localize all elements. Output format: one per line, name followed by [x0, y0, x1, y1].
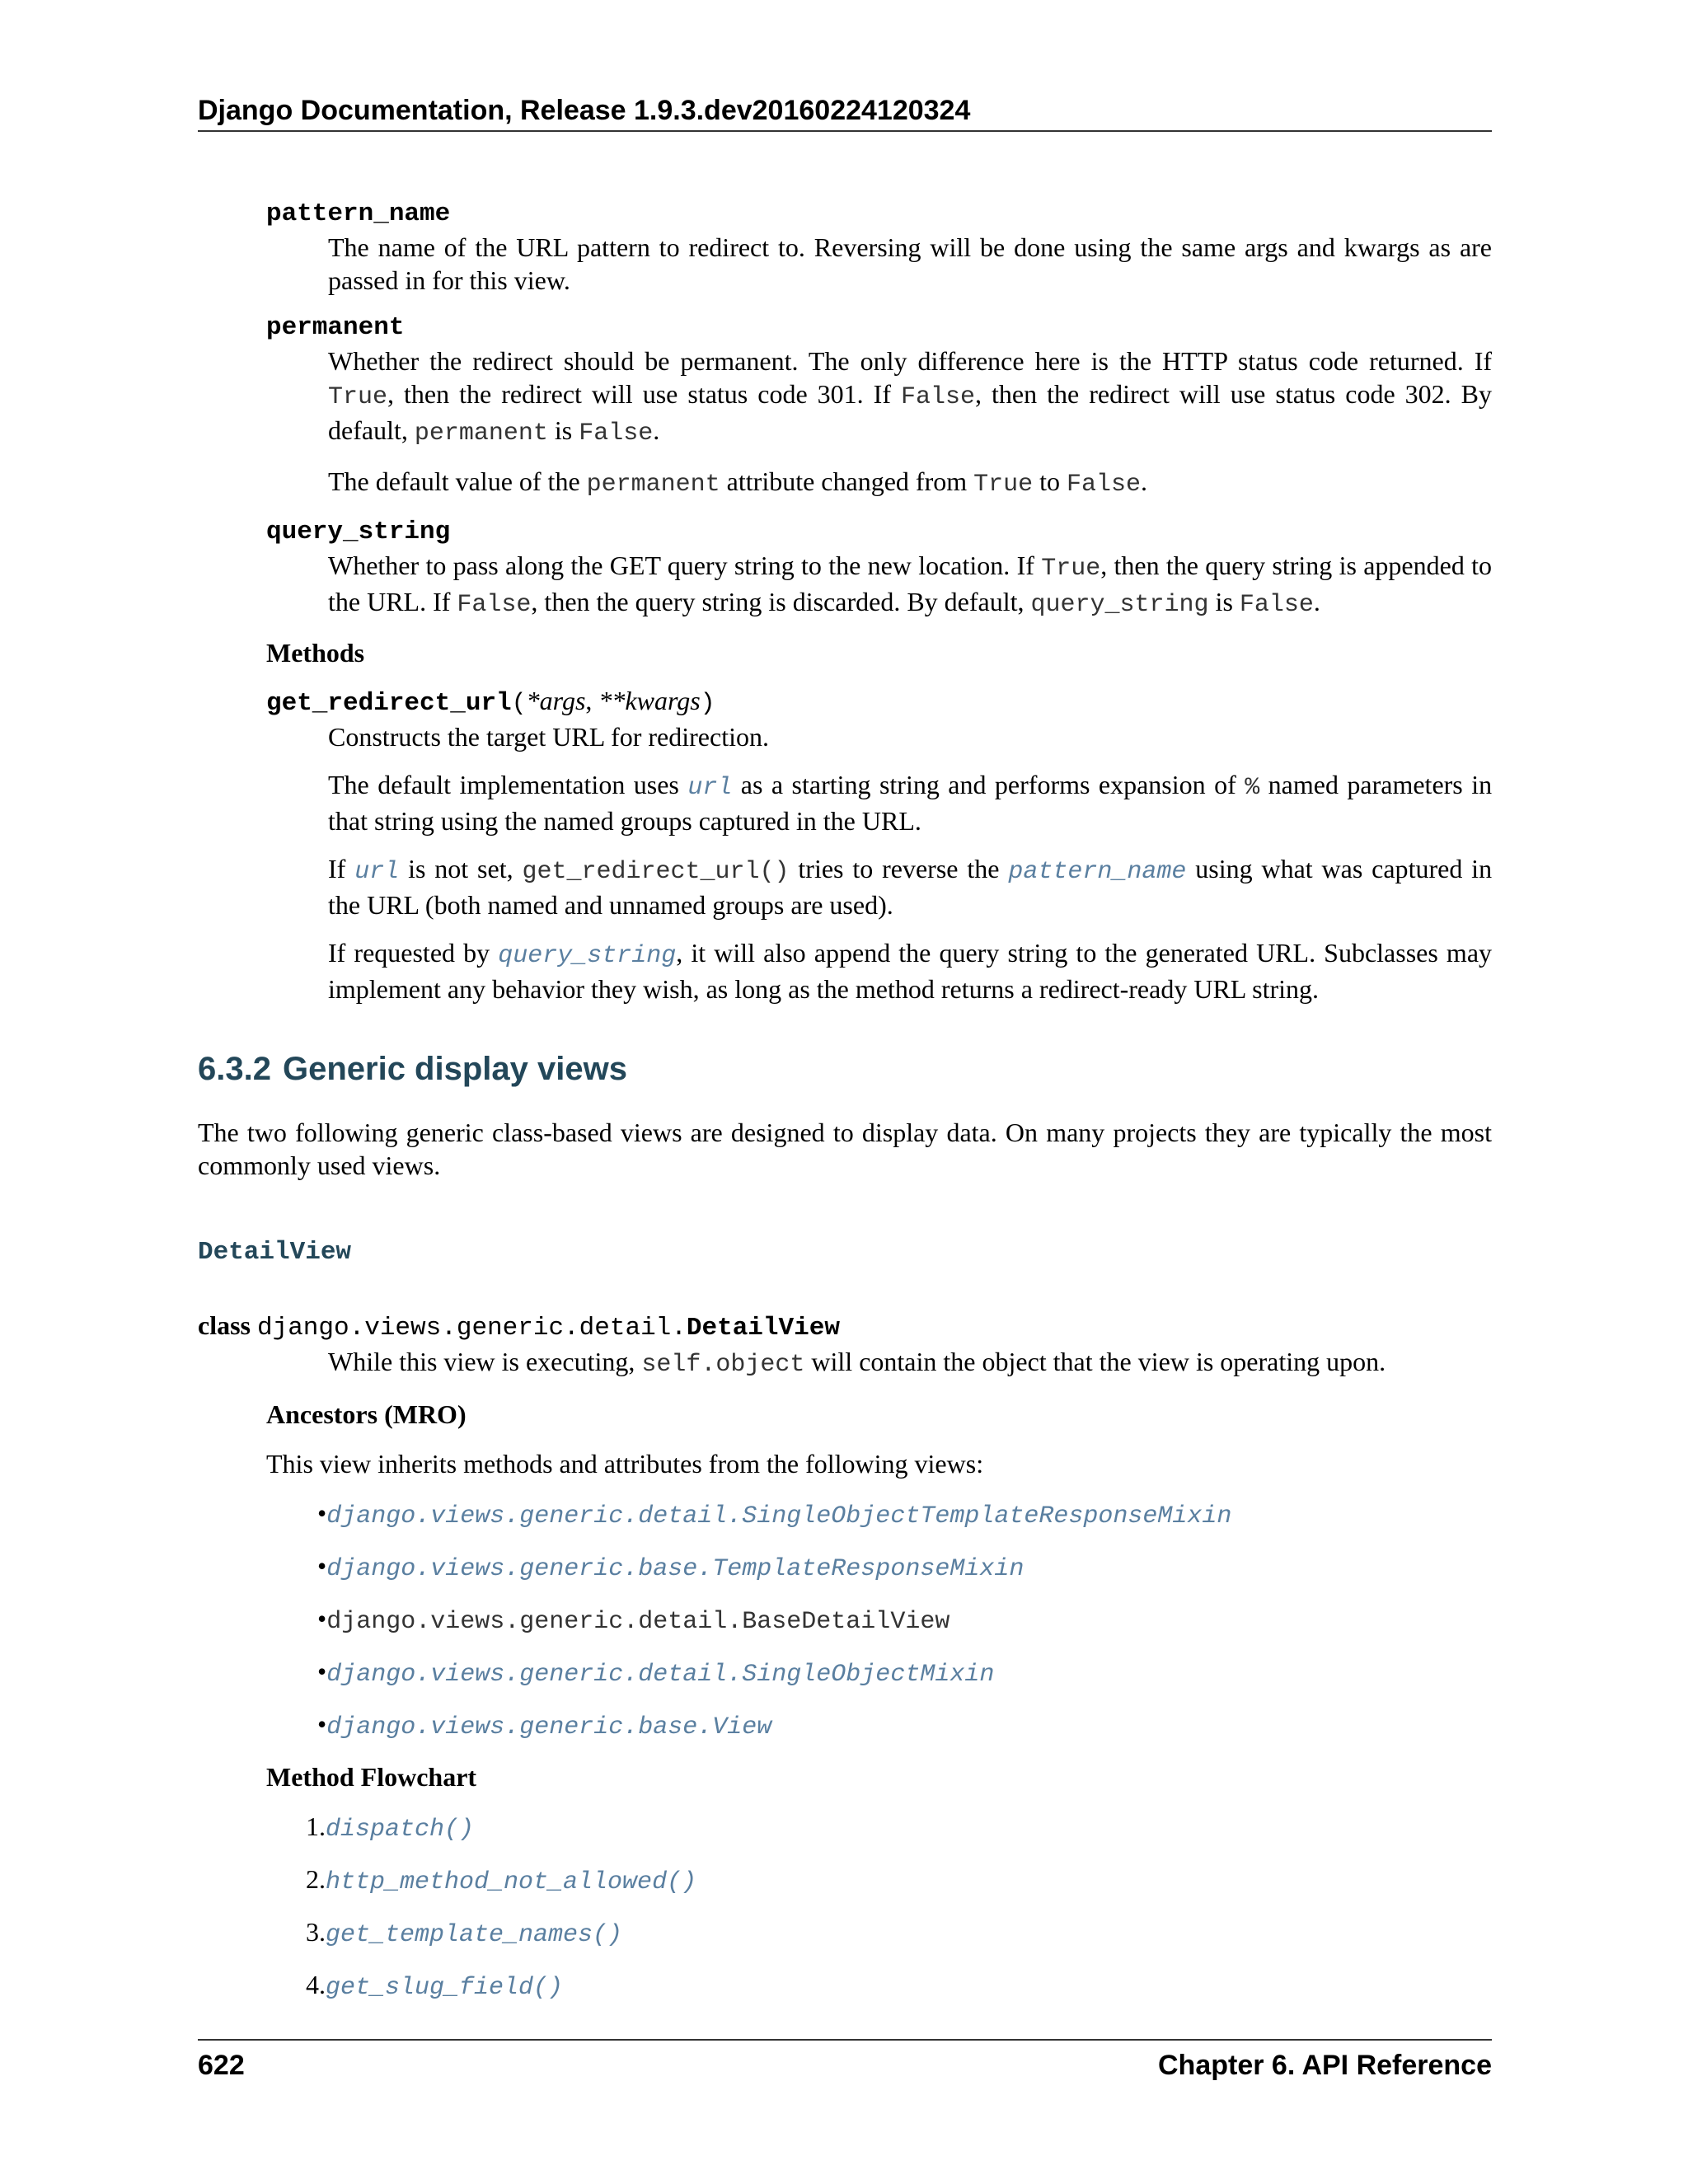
text: , then the query string is appended to the URL. If — [328, 551, 1493, 616]
flowchart-link[interactable]: get_slug_field() — [326, 1974, 564, 2002]
text: , then the query string is discarded. By default, — [531, 587, 1025, 616]
bullet: • — [317, 1604, 327, 1633]
url-link[interactable]: url — [687, 774, 733, 802]
class-keyword: class — [198, 1310, 251, 1340]
running-header: Django Documentation, Release 1.9.3.dev20160224120324 — [198, 95, 971, 126]
flowchart-list — [306, 1810, 1492, 2004]
code-true: True — [328, 383, 388, 411]
code-true: True — [973, 471, 1034, 499]
chapter-title: Chapter 6. API Reference — [1158, 2050, 1492, 2081]
code-percent: % — [1245, 774, 1260, 802]
class-path: django.views.generic.detail. — [257, 1314, 687, 1343]
text: to — [1039, 466, 1061, 496]
code-permanent: permanent — [414, 419, 548, 448]
text: While this view is executing, — [328, 1347, 635, 1376]
attr-description: Whether to pass along the GET query string to the new location. If True, then the query string is appended to the URL. If False, then the query string is discarded. By default, query_string is False. — [328, 551, 1493, 619]
code-false: False — [579, 419, 654, 448]
text: will contain the object that the view is operating upon. — [811, 1347, 1386, 1376]
class-body — [266, 1345, 1492, 2004]
flowchart-link[interactable]: get_template_names() — [326, 1921, 623, 1949]
text: tries to reverse the — [798, 854, 1000, 883]
document-page — [198, 0, 1492, 2184]
list-item — [317, 1708, 1492, 1744]
arg-sep: , — [585, 686, 599, 715]
attr-pattern-name — [266, 198, 1492, 297]
query-string-link[interactable]: query_string — [498, 942, 677, 970]
attr-note: The default value of the permanent attribute changed from True to False. — [328, 466, 1148, 499]
section-intro: The two following generic class-based views are designed to display data. On many projects they are typically the most commonly used views. — [198, 1118, 1492, 1180]
text: If — [328, 854, 346, 883]
text: , it will also append the query string to the generated URL. Subclasses may implement any behavior they wish, as long as the method returns a redirect-ready URL string. — [328, 938, 1493, 1004]
footer-rule — [198, 2039, 1492, 2041]
text: using what was captured in the URL (both named and unnamed groups are used). — [328, 854, 1493, 920]
method-signature — [266, 684, 1492, 720]
text: is — [1215, 587, 1233, 616]
attr-body — [328, 231, 1492, 297]
list-item — [306, 1810, 1492, 1846]
list-item — [306, 1915, 1492, 1952]
text: is not set, — [408, 854, 513, 883]
page-content — [198, 198, 1492, 2021]
text: The default value of the — [328, 466, 580, 496]
text: Whether to pass along the GET query string to the new location. If — [328, 551, 1034, 580]
attr-description: The name of the URL pattern to redirect to. Reversing will be done using the same args and kwargs as are passed in for this view. — [328, 232, 1492, 295]
ancestor-link[interactable]: django.views.generic.detail.SingleObjectTemplateResponseMixin — [326, 1502, 1232, 1530]
url-link[interactable]: url — [354, 858, 400, 886]
subsection-detailview: DetailView — [198, 1238, 352, 1267]
methods-block — [266, 636, 1492, 1005]
attr-name: permanent — [266, 313, 405, 342]
code-false: False — [1239, 591, 1314, 619]
list-item — [317, 1602, 1492, 1638]
attr-description: Whether the redirect should be permanent. The only difference here is the HTTP status code returned. If True, then the redirect will use status code 301. If False, then the redirect will use status code 302. By default, permanent is False. — [328, 346, 1493, 448]
text: as a starting string and performs expansion of — [740, 770, 1236, 799]
code-true: True — [1041, 555, 1101, 583]
code-self-object: self.object — [641, 1351, 805, 1379]
paren-close: ) — [700, 690, 715, 718]
page-number: 622 — [198, 2050, 245, 2081]
ancestor-name: django.views.generic.detail.BaseDetailView — [326, 1608, 950, 1636]
section-number: 6.3.2 — [198, 1051, 271, 1087]
attr-body — [328, 549, 1492, 621]
attr-query-string — [266, 516, 1492, 621]
text: , then the redirect will use status code 302. By default, — [328, 379, 1493, 445]
section-heading — [198, 1048, 1492, 1090]
text: Whether the redirect should be permanent. The only difference here is the HTTP status code returned. If — [328, 346, 1492, 376]
text: , then the redirect will use status code 301. If — [387, 379, 891, 409]
text: attribute changed from — [726, 466, 968, 496]
bullet: • — [317, 1657, 327, 1686]
attr-name: pattern_name — [266, 199, 451, 228]
bullet: • — [317, 1709, 327, 1739]
class-description — [198, 1345, 1492, 1381]
pattern-name-link[interactable]: pattern_name — [1008, 858, 1187, 886]
item-number: 4. — [306, 1970, 326, 1999]
section-title: Generic display views — [282, 1051, 627, 1087]
method-p4 — [328, 936, 1492, 1005]
code-get-redirect-url: get_redirect_url() — [522, 858, 790, 886]
arg-kwargs: **kwargs — [598, 686, 701, 715]
item-number: 3. — [306, 1917, 326, 1947]
method-p1: Constructs the target URL for redirection. — [328, 722, 769, 752]
ancestor-link[interactable]: django.views.generic.base.TemplateResponseMixin — [326, 1555, 1025, 1583]
class-name: DetailView — [686, 1314, 840, 1343]
code-false: False — [901, 383, 976, 411]
ancestor-link[interactable]: django.views.generic.base.View — [326, 1713, 772, 1741]
text: If requested by — [328, 938, 490, 968]
flowchart-heading: Method Flowchart — [266, 1762, 477, 1792]
text: is — [554, 415, 573, 445]
list-item — [317, 1655, 1492, 1691]
method-p3 — [328, 852, 1492, 921]
code-false: False — [1067, 471, 1142, 499]
text: The default implementation uses — [328, 770, 679, 799]
bullet: • — [317, 1498, 327, 1528]
flowchart-link[interactable]: http_method_not_allowed() — [326, 1868, 697, 1896]
ancestors-list — [317, 1497, 1492, 1744]
list-item — [317, 1497, 1492, 1533]
code-query-string: query_string — [1030, 591, 1209, 619]
method-p2 — [328, 768, 1492, 837]
attr-permanent — [266, 312, 1492, 501]
attr-body — [328, 344, 1492, 501]
ancestor-link[interactable]: django.views.generic.detail.SingleObjectMixin — [326, 1661, 995, 1689]
paren-open: ( — [511, 690, 527, 718]
list-item — [317, 1549, 1492, 1586]
class-signature — [198, 1309, 1492, 1345]
bullet: • — [317, 1551, 327, 1581]
item-number: 2. — [306, 1864, 326, 1894]
flowchart-link[interactable]: dispatch() — [326, 1816, 475, 1844]
code-permanent: permanent — [586, 471, 720, 499]
list-item — [306, 1968, 1492, 2004]
ancestors-heading: Ancestors (MRO) — [266, 1399, 467, 1429]
method-name: get_redirect_url — [266, 689, 512, 718]
arg-args: *args — [526, 686, 586, 715]
list-item — [306, 1863, 1492, 1899]
method-body — [328, 720, 1492, 1005]
attr-name: query_string — [266, 518, 451, 546]
running-footer — [198, 2047, 1492, 2083]
code-false: False — [457, 591, 532, 619]
text: named parameters in that string using the named groups captured in the URL. — [328, 770, 1493, 836]
header-rule — [198, 130, 1492, 132]
item-number: 1. — [306, 1811, 326, 1841]
ancestors-intro: This view inherits methods and attributes from the following views: — [266, 1449, 984, 1479]
methods-heading: Methods — [266, 638, 365, 668]
